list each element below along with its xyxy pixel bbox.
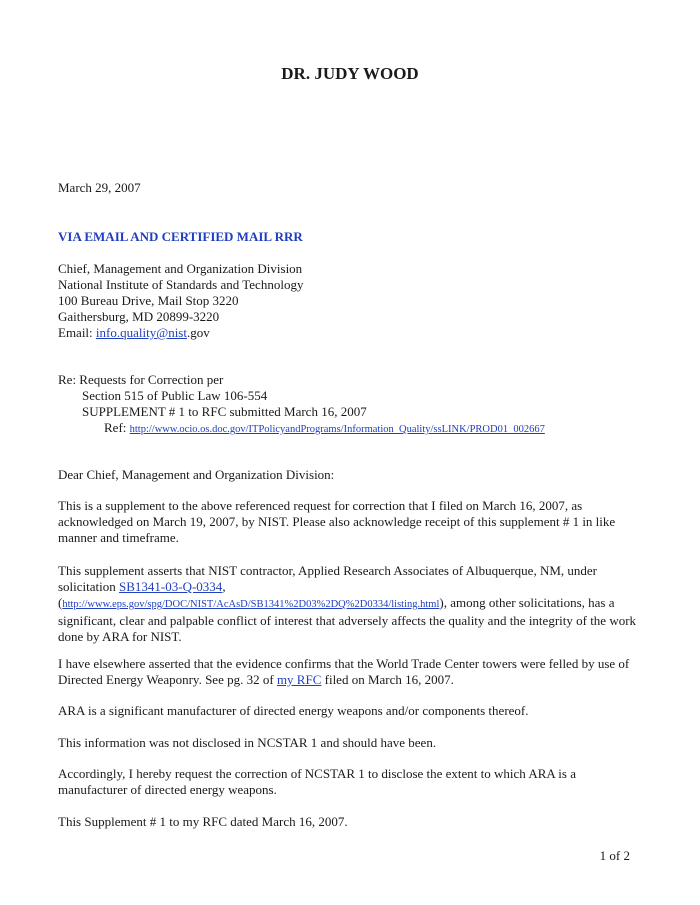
paragraph-2 <box>58 563 644 645</box>
solicitation-link[interactable]: SB1341-03-Q-0334 <box>119 579 223 594</box>
ref-url-link[interactable]: http://www.ocio.os.doc.gov/ITPolicyandPrograms/Information_Quality/ssLINK/PROD01_002667 <box>129 424 545 435</box>
letter-date: March 29, 2007 <box>58 180 141 195</box>
ref-label: Ref: <box>104 420 130 435</box>
paragraph-6: Accordingly, I hereby request the correction of NCSTAR 1 to disclose the extent to which ARA is a manufacturer of directed energy weapons. <box>58 766 577 797</box>
salutation: Dear Chief, Management and Organization Division: <box>58 467 335 482</box>
my-rfc-link[interactable]: my RFC <box>276 672 322 687</box>
paragraph-7: This Supplement # 1 to my RFC dated March 16, 2007. <box>58 814 348 829</box>
email-label: Email: <box>58 325 96 340</box>
re-ref-line <box>104 420 545 438</box>
letterhead-name: DR. JUDY WOOD <box>281 64 419 83</box>
para2-comma: , <box>222 579 226 594</box>
address-line-4: Gaithersburg, MD 20899-3220 <box>58 309 220 324</box>
solicitation-url-link[interactable]: http://www.eps.gov/spg/DOC/NIST/AcAsD/SB1341%2D03%2DQ%2D0334/listing.html <box>62 599 440 610</box>
email-link[interactable]: info.quality@nist <box>95 325 187 340</box>
para2-prefix: This supplement asserts that NIST contractor, Applied Research Associates of Albuquerque, NM, under solicitation <box>58 563 597 594</box>
re-line-2: Section 515 of Public Law 106-554 <box>82 388 268 403</box>
address-line-2: National Institute of Standards and Technology <box>58 277 304 292</box>
para3-suffix: filed on March 16, 2007. <box>321 672 454 687</box>
para2-suffix: ), among other solicitations, has a significant, clear and palpable conflict of interest that adversely affects the quality and the integrity of the work done by ARA for NIST. <box>58 595 637 644</box>
page-number: 1 of 2 <box>599 848 630 863</box>
re-line-3: SUPPLEMENT # 1 to RFC submitted March 16, 2007 <box>82 404 367 419</box>
delivery-method: VIA EMAIL AND CERTIFIED MAIL RRR <box>58 229 303 244</box>
address-line-3: 100 Bureau Drive, Mail Stop 3220 <box>58 293 239 308</box>
address-line-1: Chief, Management and Organization Division <box>58 261 303 276</box>
paragraph-4: ARA is a significant manufacturer of directed energy weapons and/or components thereof. <box>58 703 529 718</box>
para2-url-open: ( <box>58 595 63 610</box>
re-line-1: Re: Requests for Correction per <box>58 372 224 387</box>
address-email-line <box>58 325 210 341</box>
paragraph-1: This is a supplement to the above referenced request for correction that I filed on March 16, 2007, as acknowledged on March 19, 2007, by NIST. Please also acknowledge receipt of this supplement # 1 in like manner and timeframe. <box>58 498 616 545</box>
email-suffix: .gov <box>186 325 210 340</box>
para3-prefix: I have elsewhere asserted that the evidence confirms that the World Trade Center towers were felled by use of Directed Energy Weaponry. See pg. 32 of <box>58 656 630 687</box>
paragraph-5: This information was not disclosed in NCSTAR 1 and should have been. <box>58 735 437 750</box>
paragraph-3 <box>58 656 644 688</box>
